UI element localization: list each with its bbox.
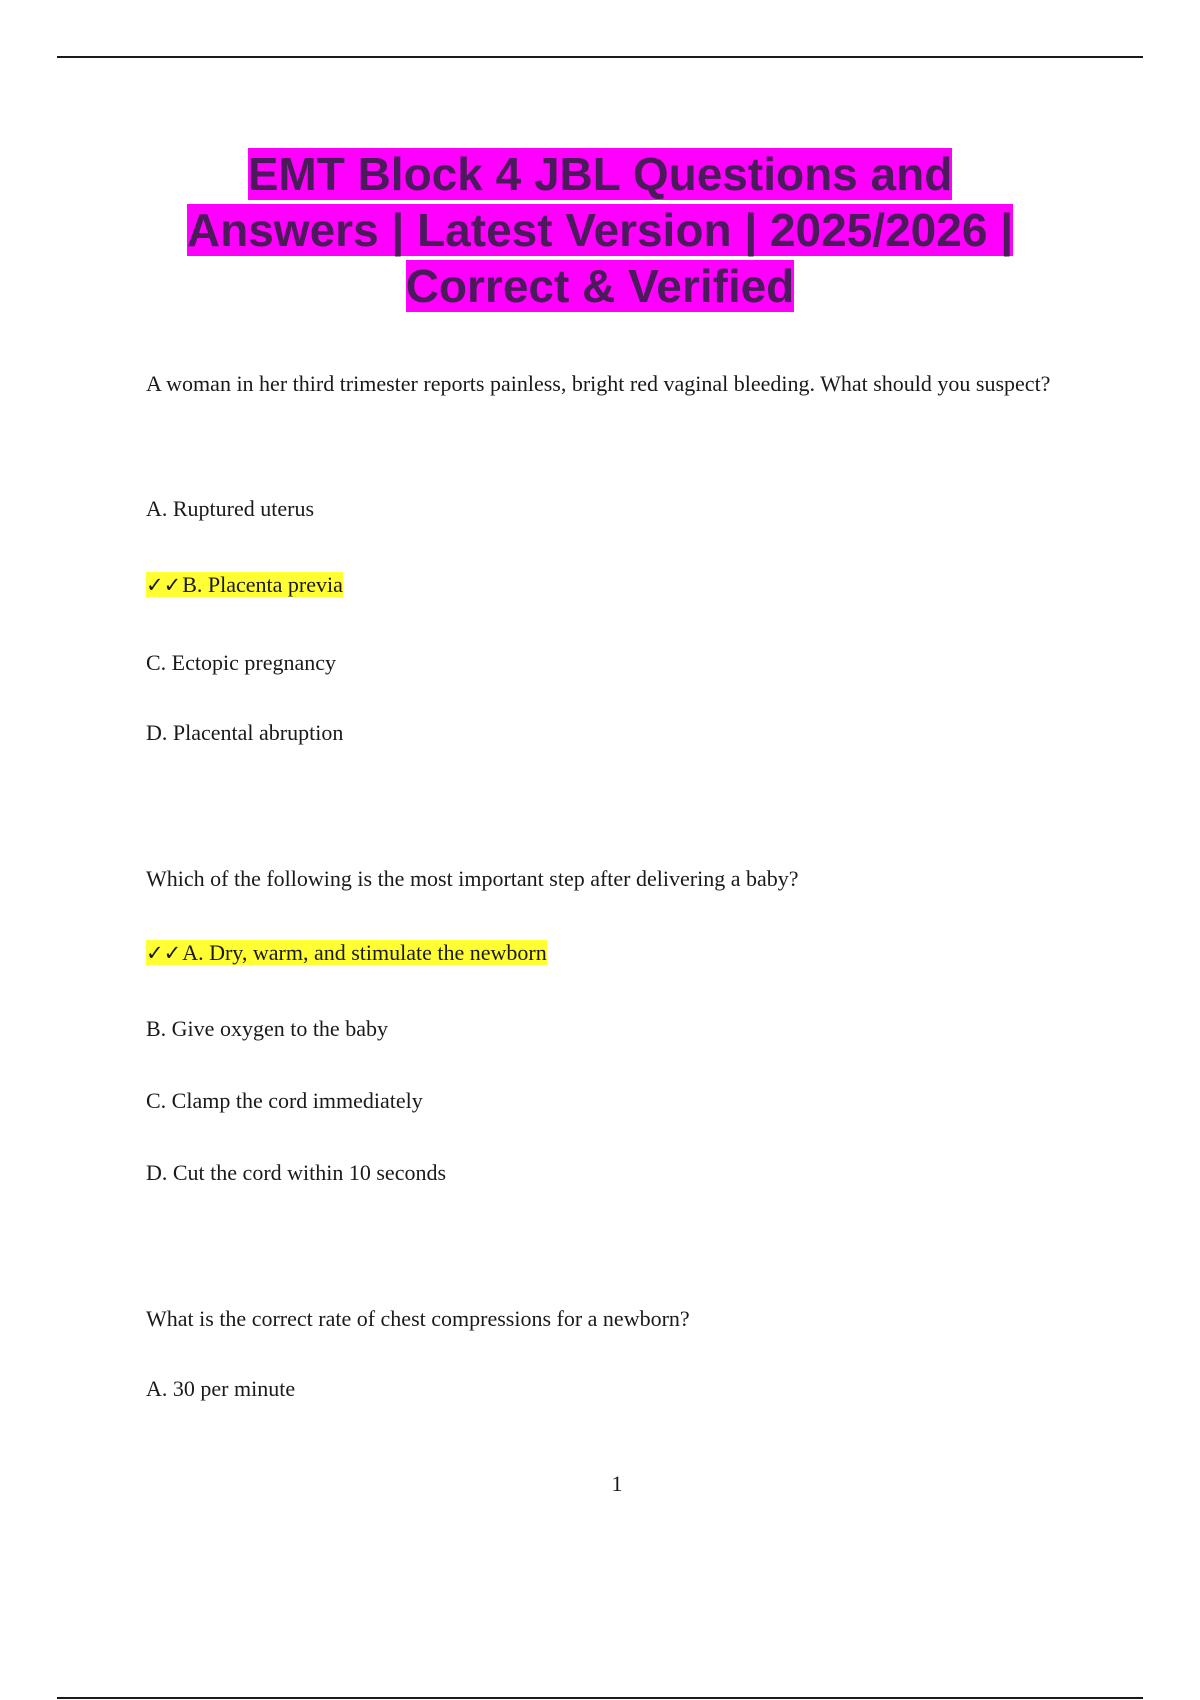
question-1-option-b-correct (146, 570, 343, 600)
page-number: 1 (611, 1471, 623, 1496)
question-3-option-a: A. 30 per minute (146, 1376, 296, 1401)
question-2-text: Which of the following is the most important step after delivering a baby? (146, 866, 799, 891)
question-2-option-c: C. Clamp the cord immediately (146, 1088, 423, 1113)
question-2-option-d: D. Cut the cord within 10 seconds (146, 1160, 447, 1185)
answer-highlight: ✓✓A. Dry, warm, and stimulate the newborn (146, 940, 547, 965)
title-line-3: Correct & Verified (405, 260, 795, 312)
double-check-icon: ✓✓ (146, 573, 182, 597)
answer-highlight: ✓✓B. Placenta previa (146, 572, 343, 597)
question-2-option-b: B. Give oxygen to the baby (146, 1016, 388, 1041)
question-1-option-a: A. Ruptured uterus (146, 496, 315, 521)
question-3-text: What is the correct rate of chest compressions for a newborn? (146, 1306, 690, 1331)
title-line-1: EMT Block 4 JBL Questions and (247, 148, 953, 200)
question-1-option-d: D. Placental abruption (146, 720, 344, 745)
double-check-icon: ✓✓ (146, 941, 182, 965)
bottom-rule (57, 1697, 1143, 1699)
top-rule (57, 56, 1143, 58)
question-1-option-c: C. Ectopic pregnancy (146, 650, 336, 675)
question-2-option-a-correct (146, 938, 547, 968)
question-1-text: A woman in her third trimester reports painless, bright red vaginal bleeding. What should you suspect? (146, 371, 1051, 396)
title-line-2: Answers | Latest Version | 2025/2026 | (186, 204, 1014, 256)
document-title (100, 146, 1100, 314)
